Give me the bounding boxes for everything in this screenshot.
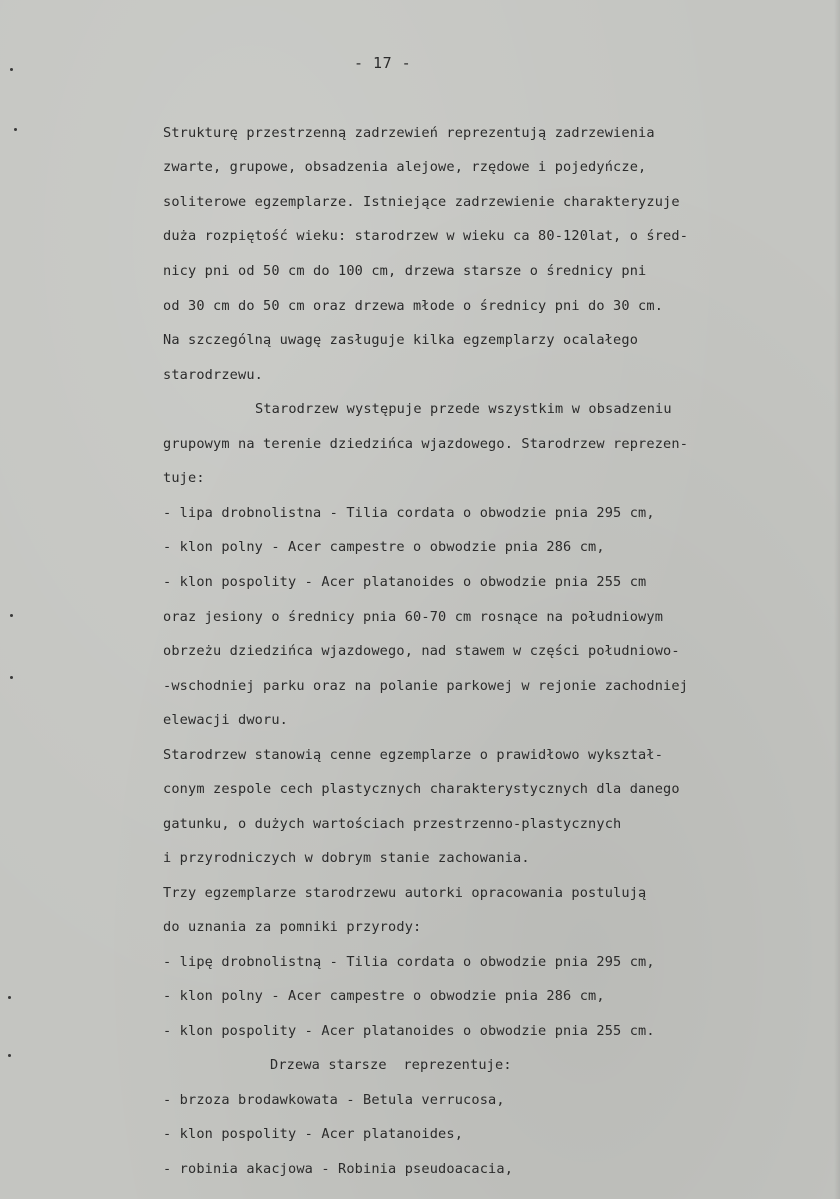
- text-line: Starodrzew występuje przede wszystkim w obsadzeniu: [255, 401, 672, 417]
- margin-speck: [10, 68, 13, 71]
- text-line: conym zespole cech plastycznych charakterystycznych dla danego: [163, 781, 680, 797]
- text-line: nicy pni od 50 cm do 100 cm, drzewa starsze o średnicy pni: [163, 263, 647, 279]
- text-line: od 30 cm do 50 cm oraz drzewa młode o średnicy pni do 30 cm.: [163, 298, 664, 314]
- text-line: - klon pospolity - Acer platanoides,: [163, 1126, 464, 1142]
- text-line: duża rozpiętość wieku: starodrzew w wieku ca 80-120lat, o śred-: [163, 228, 689, 244]
- text-line: Drzewa starsze reprezentuje:: [270, 1057, 512, 1073]
- text-line: Starodrzew stanowią cenne egzemplarze o prawidłowo wykształ-: [163, 747, 664, 763]
- text-line: zwarte, grupowe, obsadzenia alejowe, rzędowe i pojedyńcze,: [163, 159, 647, 175]
- text-line: elewacji dworu.: [163, 712, 289, 728]
- margin-speck: [10, 676, 13, 679]
- text-line: grupowym na terenie dziedzińca wjazdowego. Starodrzew reprezen-: [163, 436, 689, 452]
- text-line: do uznania za pomniki przyrody:: [163, 919, 422, 935]
- text-line: Trzy egzemplarze starodrzewu autorki opracowania postulują: [163, 885, 647, 901]
- text-line: oraz jesiony o średnicy pnia 60-70 cm rosnące na południowym: [163, 609, 664, 625]
- page-number: - 17 -: [354, 54, 412, 72]
- text-line: - brzoza brodawkowata - Betula verrucosa,: [163, 1092, 505, 1108]
- text-line: - lipa drobnolistna - Tilia cordata o obwodzie pnia 295 cm,: [163, 505, 655, 521]
- text-line: - klon polny - Acer campestre o obwodzie pnia 286 cm,: [163, 988, 605, 1004]
- text-line: tuje:: [163, 470, 205, 486]
- text-line: i przyrodniczych w dobrym stanie zachowania.: [163, 850, 530, 866]
- text-line: starodrzewu.: [163, 367, 264, 383]
- margin-speck: [10, 614, 13, 617]
- text-line: gatunku, o dużych wartościach przestrzenno-plastycznych: [163, 816, 622, 832]
- margin-speck: [8, 1054, 11, 1057]
- text-line: Strukturę przestrzenną zadrzewień reprezentują zadrzewienia: [163, 125, 655, 141]
- text-line: - klon pospolity - Acer platanoides o obwodzie pnia 255 cm.: [163, 1023, 655, 1039]
- text-line: - robinia akacjowa - Robinia pseudoacacia,: [163, 1161, 514, 1177]
- margin-speck: [8, 996, 11, 999]
- text-line: Na szczególną uwagę zasługuje kilka egzemplarzy ocalałego: [163, 332, 639, 348]
- margin-speck: [14, 128, 17, 131]
- text-line: - lipę drobnolistną - Tilia cordata o obwodzie pnia 295 cm,: [163, 954, 655, 970]
- page-edge-shadow: [834, 0, 840, 1199]
- text-line: soliterowe egzemplarze. Istniejące zadrzewienie charakteryzuje: [163, 194, 680, 210]
- text-line: - klon pospolity - Acer platanoides o obwodzie pnia 255 cm: [163, 574, 647, 590]
- text-line: -wschodniej parku oraz na polanie parkowej w rejonie zachodniej: [163, 678, 689, 694]
- text-line: - klon polny - Acer campestre o obwodzie pnia 286 cm,: [163, 539, 605, 555]
- text-line: obrzeżu dziedzińca wjazdowego, nad stawem w części południowo-: [163, 643, 680, 659]
